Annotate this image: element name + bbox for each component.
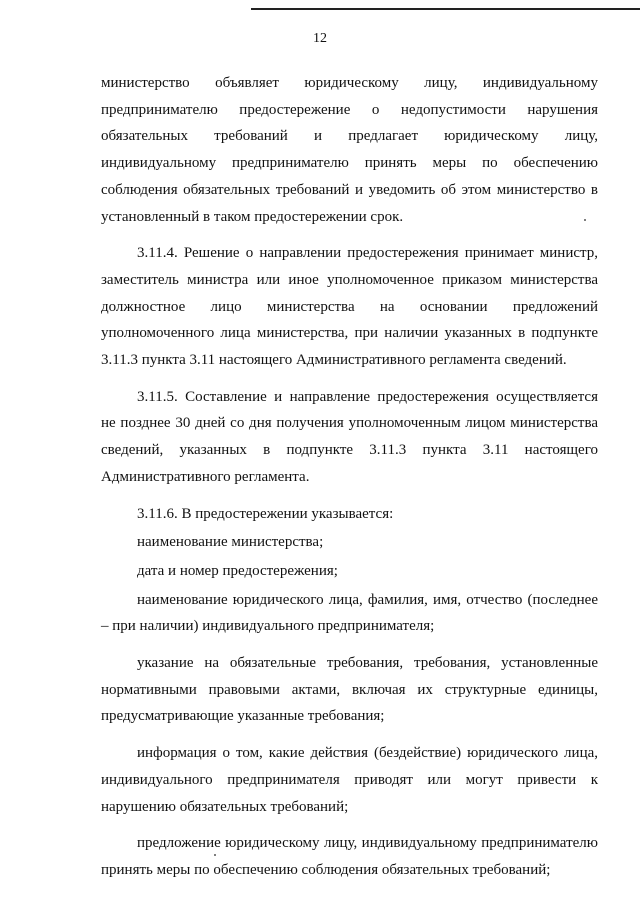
list-item-date-number: дата и номер предостережения; [137, 562, 338, 579]
header-rule [251, 8, 640, 10]
list-item-entity-name: наименование юридического лица, фамилия, имя, отчество (последнее – при наличии) индивидуального предпринимателя; [101, 591, 598, 635]
paragraph-3-11-5: 3.11.5. Составление и направление предостережения осуществляется не позднее 30 дней со дня получения уполномоченным лицом министерства сведений, указанных в подпункте 3.11.3 пункта 3.11 настоящего Административного регламента. [101, 388, 598, 485]
paragraph-continuation: министерство объявляет юридическому лицу, индивидуальному предпринимателю предостережение о недопустимости нарушения обязательных требований и предлагает юридическому лицу, индивидуальному предпринимателю принять меры по обеспечению соблюдения обязательных требований и уведомить об этом министерство в установленный в таком предостережении срок. [101, 75, 598, 225]
list-item-ministry-name: наименование министерства; [137, 534, 324, 551]
paragraph-3-11-4: 3.11.4. Решение о направлении предостережения принимает министр, заместитель министра или иное уполномоченное приказом министерства должностное лицо министерства на основании предложений уполномоченного лица министерства, при наличии указанных в подпункте 3.11.3 пункта 3.11 настоящего Административного регламента сведений. [101, 245, 598, 369]
list-item-actions-info: информация о том, какие действия (бездействие) юридического лица, индивидуального предпринимателя приводят или могут привести к нарушению обязательных требований; [101, 745, 598, 815]
page-number: 12 [313, 31, 327, 46]
scan-speck [214, 854, 216, 856]
scan-speck [584, 219, 586, 221]
list-item-proposal: предложение юридическому лицу, индивидуальному предпринимателю принять меры по обеспечению соблюдения обязательных требований; [101, 835, 598, 878]
paragraph-3-11-6: 3.11.6. В предостережении указывается: [137, 505, 394, 522]
document-body [101, 70, 598, 884]
list-item-requirements: указание на обязательные требования, требования, установленные нормативными правовыми актами, включая их структурные единицы, предусматривающие указанные требования; [101, 655, 598, 725]
